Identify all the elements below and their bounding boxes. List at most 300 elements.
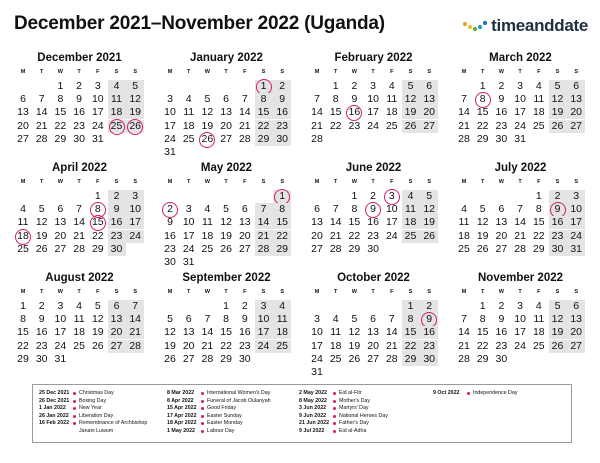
holiday-day-cell: 16 [345,106,363,119]
day-cell: 16 [35,326,48,339]
weekday-header: W [351,179,357,185]
day-cell: 16 [108,216,126,229]
day-cell: 21 [329,229,342,242]
day-cell: 10 [514,313,526,326]
weekday-header: S [555,69,560,75]
day-cell: 21 [385,339,398,352]
legend-date: 8 May 2022 [299,397,327,404]
day-cell: 17 [311,339,323,352]
day-cell: 29 [476,132,489,145]
day-cell: 26 [220,242,232,255]
day-cell: 7 [314,93,320,106]
bullet-dot-icon [73,392,76,395]
weekday-header: S [114,289,119,295]
holiday-day-cell: 8 [474,93,492,106]
legend-date: 9 Jun 2022 [299,412,327,419]
day-cell: 10 [567,203,585,216]
day-cell: 22 [273,230,291,243]
day-cell: 26 [402,120,420,133]
day-cell: 1 [351,190,358,202]
day-cell: 24 [255,340,273,353]
day-cell: 5 [549,80,567,93]
day-cell: 4 [388,80,395,92]
day-cell: 13 [567,313,585,326]
holiday-day-cell: 3 [383,190,401,203]
legend-date: 8 Apr 2022 [167,397,194,404]
day-cell: 11 [108,93,126,106]
weekday-header: T [77,69,81,75]
day-cell: 5 [126,80,144,93]
day-cell: 13 [108,313,126,326]
legend-holiday-name: Martyrs' Day [339,405,369,412]
day-cell: 16 [73,106,85,119]
day-cell: 5 [479,203,486,216]
day-cell: 17 [567,216,585,229]
day-cell: 17 [255,326,273,339]
day-cell: 13 [420,93,438,106]
day-cell: 4 [461,203,467,216]
day-cell: 29 [17,352,29,365]
header [14,11,588,43]
day-cell: 30 [238,352,251,365]
day-cell: 8 [332,93,339,106]
bullet-dot-icon [201,415,204,418]
day-cell: 21 [255,230,273,243]
day-cell: 13 [54,216,67,229]
weekday-header: W [498,69,504,75]
weekday-header: S [133,179,138,185]
weekday-header: S [280,69,285,75]
legend-holiday-name: Good Friday [207,405,237,412]
day-cell: 19 [91,326,104,339]
month-november-2022 [455,272,586,379]
month-title: June 2022 [345,162,402,174]
day-cell: 14 [458,106,470,119]
month-title: December 2021 [37,52,122,64]
legend-date: 9 Oct 2022 [433,390,460,396]
day-cell: 4 [108,80,126,93]
bullet-dot-icon [333,430,336,433]
month-september-2022 [161,272,292,379]
day-cell: 18 [458,229,470,242]
day-cell: 12 [220,216,232,229]
day-cell: 16 [164,229,176,242]
weekday-header: S [261,69,266,75]
weekday-header: T [77,179,81,185]
day-cell: 30 [273,133,291,146]
day-cell: 13 [220,106,232,119]
legend-holiday-name: Funeral of Jacob Oulanyah [207,397,271,404]
day-cell: 11 [533,93,545,106]
day-cell: 27 [420,120,438,133]
day-cell: 19 [164,339,176,352]
day-cell: 8 [57,93,64,106]
day-cell: 7 [241,93,248,106]
day-cell: 23 [367,229,379,242]
weekday-header: M [314,69,320,75]
month-march-2022 [455,52,586,159]
day-cell: 8 [273,203,291,216]
holiday-day-cell: 26 [198,133,216,146]
day-cell: 11 [73,313,85,326]
day-cell: 6 [314,203,320,216]
day-cell: 2 [498,300,505,312]
brand-name: timeanddate [491,16,588,35]
day-cell: 1 [479,80,486,92]
day-cell: 6 [241,203,248,216]
month-january-2022 [161,52,292,159]
day-cell: 7 [76,203,83,216]
day-cell: 28 [73,242,85,255]
day-cell: 18 [532,106,545,119]
legend-item [39,420,147,428]
day-cell: 25 [532,339,545,352]
day-cell: 29 [220,352,232,365]
weekday-header: M [167,69,173,75]
legend-holiday-name: Father's Day [339,420,369,427]
weekday-header: F [537,179,541,185]
weekday-header: S [133,69,138,75]
day-cell: 17 [514,326,526,339]
day-cell: 28 [201,352,214,365]
day-cell: 14 [238,106,251,119]
day-cell: 31 [567,243,585,256]
day-cell: 15 [273,216,291,229]
timeanddate-logo-icon [462,18,488,34]
day-cell: 4 [20,203,26,216]
legend-date: 1 Jan 2022 [39,405,66,412]
weekday-header: W [498,179,504,185]
weekday-header: T [187,69,191,75]
month-may-2022 [161,162,292,269]
day-cell: 16 [495,326,508,339]
day-cell: 10 [311,326,323,339]
day-cell: 7 [388,313,395,326]
weekday-header: T [334,179,338,185]
holiday-day-cell: 9 [549,203,567,216]
day-cell: 9 [38,313,45,326]
day-cell: 18 [385,106,398,119]
day-cell: 4 [535,300,542,312]
day-cell: 25 [532,119,545,132]
legend-holiday-name: Easter Sunday [207,412,242,419]
day-cell: 6 [108,300,126,313]
month-title: October 2022 [337,272,410,284]
day-cell: 6 [567,80,585,93]
weekday-header: W [57,289,63,295]
day-cell: 3 [517,80,524,92]
day-cell: 14 [126,313,144,326]
weekday-header: T [224,69,228,75]
day-cell: 10 [54,313,67,326]
day-cell: 30 [73,132,85,145]
holiday-day-cell: 9 [420,313,438,326]
day-cell: 31 [91,132,104,145]
legend-item [167,405,271,413]
day-cell: 2 [420,300,438,313]
day-cell: 2 [498,80,505,92]
holiday-day-cell: 1 [255,80,273,93]
brand-logo[interactable] [462,16,588,36]
day-cell: 30 [35,352,48,365]
holiday-day-cell: 1 [273,190,291,203]
day-cell: 19 [420,216,438,229]
day-cell: 26 [549,340,567,353]
weekday-header: T [40,69,44,75]
day-cell: 1 [402,300,420,313]
day-cell: 30 [549,243,567,256]
day-cell: 8 [351,203,358,216]
month-february-2022 [308,52,439,159]
day-cell: 30 [495,132,508,145]
day-cell: 25 [73,339,85,352]
bullet-dot-icon [201,407,204,410]
month-august-2022 [14,272,145,379]
legend-holiday-name: Eid al-Adha [339,427,367,434]
legend-holiday-name: Liberation Day [79,412,114,419]
day-cell: 17 [514,106,526,119]
weekday-header: S [280,179,285,185]
day-cell: 6 [223,93,230,106]
weekday-header: T [371,69,375,75]
weekday-header: T [371,289,375,295]
day-cell: 21 [311,119,323,132]
day-cell: 15 [329,106,342,119]
weekday-header: F [390,69,394,75]
day-cell: 5 [420,190,438,203]
day-cell: 20 [182,339,195,352]
day-cell: 20 [108,326,126,339]
day-cell: 15 [532,216,545,229]
weekday-header: S [261,289,266,295]
day-cell: 22 [255,120,273,133]
day-cell: 7 [38,93,45,106]
day-cell: 5 [38,203,45,216]
day-cell: 24 [567,230,585,243]
weekday-header: T [224,289,228,295]
weekday-header: T [518,289,522,295]
day-cell: 1 [57,80,64,92]
day-cell: 3 [255,300,273,313]
day-cell: 12 [348,326,361,339]
day-cell: 24 [385,229,398,242]
day-cell: 24 [182,242,195,255]
day-cell: 9 [241,313,248,326]
legend-item [167,398,271,406]
day-cell: 5 [167,313,173,326]
legend-holiday-name: Boxing Day [79,397,107,404]
weekday-header: T [371,179,375,185]
day-cell: 28 [514,242,526,255]
day-cell: 3 [517,300,524,312]
day-cell: 19 [402,106,420,119]
day-cell: 11 [17,216,29,229]
day-cell: 25 [17,242,29,255]
day-cell: 17 [164,119,176,132]
day-cell: 2 [549,190,567,203]
weekday-header: S [574,179,579,185]
day-cell: 20 [420,106,438,119]
day-cell: 10 [367,93,379,106]
weekday-header: F [390,289,394,295]
day-cell: 15 [17,326,29,339]
weekday-header: S [555,179,560,185]
day-cell: 30 [164,256,176,268]
day-cell: 12 [126,93,144,106]
day-cell: 28 [311,132,323,145]
day-cell: 20 [54,229,67,242]
legend-holiday-name: International Women's Day [207,390,271,396]
day-cell: 25 [329,352,342,365]
bullet-dot-icon [333,392,336,395]
day-cell: 29 [273,243,291,256]
day-cell: 25 [201,242,214,255]
day-cell: 29 [255,133,273,146]
day-cell: 25 [385,119,398,132]
day-cell: 18 [108,106,126,119]
day-cell: 23 [273,120,291,133]
day-cell: 28 [255,243,273,256]
day-cell: 7 [204,313,211,326]
weekday-header: W [57,179,63,185]
day-cell: 16 [420,326,438,339]
day-cell: 20 [220,119,232,132]
day-cell: 3 [126,190,144,203]
month-title: November 2022 [477,272,564,284]
weekday-header: F [537,289,541,295]
day-cell: 22 [329,119,342,132]
day-cell: 26 [348,352,361,365]
month-title: August 2022 [45,272,114,284]
weekday-header: S [408,289,413,295]
day-cell: 29 [532,242,545,255]
day-cell: 1 [20,300,26,312]
weekday-header: F [96,289,100,295]
day-cell: 11 [273,313,291,326]
day-cell: 13 [567,93,585,106]
day-cell: 5 [402,80,420,93]
day-cell: 25 [402,230,420,243]
month-april-2022 [14,162,145,269]
holiday-day-cell: 25 [108,120,126,133]
weekday-header: M [167,179,173,185]
day-cell: 30 [420,353,438,366]
legend-holiday-name: National Heroes Day [339,412,388,419]
day-cell: 30 [367,242,379,255]
day-cell: 28 [458,352,470,365]
day-cell: 27 [238,242,251,255]
day-cell: 12 [402,93,420,106]
day-cell: 12 [420,203,438,216]
day-cell: 10 [91,93,104,106]
legend-column [167,390,271,436]
day-cell: 19 [220,229,232,242]
day-cell: 17 [91,106,104,119]
day-cell: 19 [201,119,214,132]
day-cell: 28 [35,132,48,145]
day-cell: 13 [238,216,251,229]
weekday-header: T [40,179,44,185]
weekday-header: M [314,289,320,295]
day-cell: 14 [201,326,214,339]
day-cell: 15 [476,106,489,119]
bullet-dot-icon [73,422,76,425]
bullet-dot-icon [333,415,336,418]
day-cell: 22 [348,229,361,242]
weekday-header: S [133,289,138,295]
weekday-header: F [537,69,541,75]
day-cell: 30 [108,243,126,256]
holiday-day-cell: 15 [89,216,107,229]
day-cell: 24 [164,132,176,145]
bullet-dot-icon [73,407,76,410]
day-cell: 24 [514,339,526,352]
day-cell: 22 [17,339,29,352]
day-cell: 3 [57,300,64,312]
weekday-header: T [518,69,522,75]
day-cell: 27 [495,242,508,255]
day-cell: 3 [314,313,320,326]
day-cell: 2 [370,190,377,202]
day-cell: 20 [17,119,29,132]
day-cell: 19 [348,339,361,352]
day-cell: 21 [458,339,470,352]
day-cell: 6 [420,80,438,93]
day-cell: 5 [94,300,101,312]
weekday-header: M [314,179,320,185]
weekday-header: T [481,289,485,295]
legend-item [39,413,147,421]
day-cell: 27 [108,340,126,353]
day-cell: 25 [182,132,195,145]
day-cell: 24 [126,230,144,243]
weekday-header: M [167,289,173,295]
day-cell: 9 [76,93,83,106]
legend-item [433,390,517,398]
weekday-header: T [481,69,485,75]
day-cell: 31 [164,146,176,158]
legend-holiday-name: New Year [79,405,102,412]
legend-item [299,413,388,421]
day-cell: 18 [182,119,195,132]
day-cell: 12 [201,106,214,119]
day-cell: 20 [495,229,508,242]
day-cell: 11 [386,93,398,106]
day-cell: 11 [402,203,420,216]
legend-date: 26 Jan 2022 [39,412,69,419]
day-cell: 21 [201,339,214,352]
weekday-header: M [461,69,467,75]
day-cell: 6 [57,203,64,216]
day-cell: 23 [164,242,176,255]
day-cell: 2 [38,300,45,312]
holiday-day-cell: 18 [14,230,32,243]
day-cell: 13 [311,216,323,229]
day-cell: 11 [330,326,342,339]
legend-holiday-name: Christmas Day [79,390,114,396]
legend-item [167,420,271,428]
day-cell: 23 [495,119,508,132]
day-cell: 9 [108,203,126,216]
weekday-header: W [498,289,504,295]
day-cell: 21 [458,119,470,132]
day-cell: 13 [17,106,29,119]
day-cell: 15 [54,106,67,119]
day-cell: 3 [567,190,585,203]
day-cell: 2 [241,300,248,312]
day-cell: 20 [238,229,251,242]
day-cell: 18 [201,229,214,242]
